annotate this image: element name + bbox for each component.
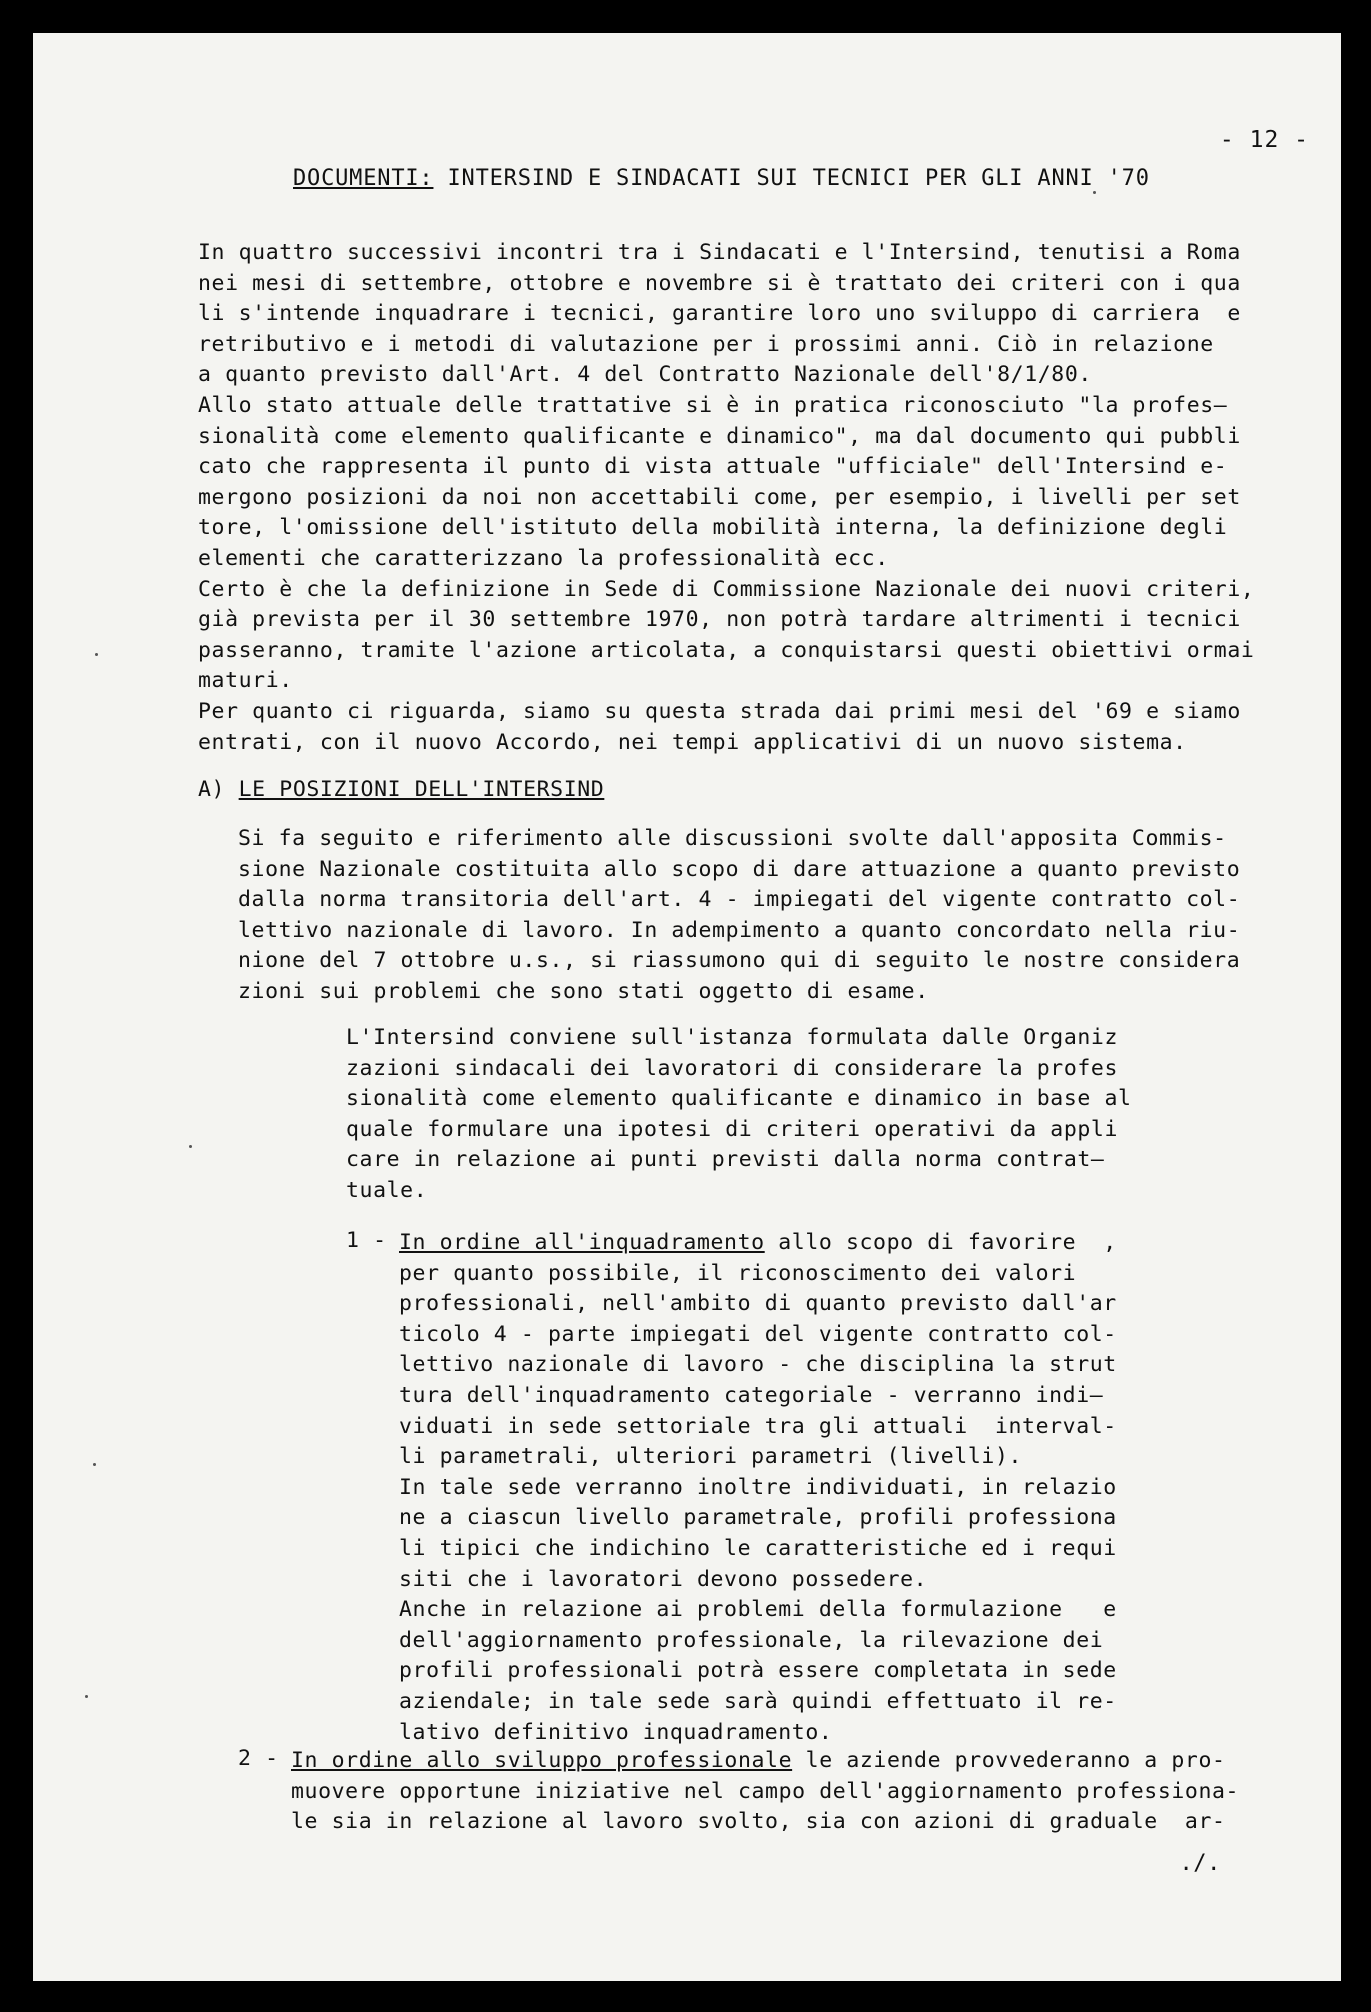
page-content [33, 33, 1341, 1981]
text-line: sionalità come elemento qualificante e dinamico in base al [346, 1086, 1132, 1112]
text-line: zioni sui problemi che sono stati oggetto di esame. [238, 978, 929, 1004]
item-2-number: 2 - [238, 1746, 279, 1771]
text-line: Anche in relazione ai problemi della formulazione e [399, 1597, 1117, 1623]
intro-paragraph [198, 238, 1278, 758]
text-line: li s'intende inquadrare i tecnici, garantire loro uno sviluppo di carriera e [198, 301, 1241, 327]
section-a-paragraph [238, 824, 1278, 1008]
text-line: tura dell'inquadramento categoriale - verranno indi— [399, 1382, 1104, 1408]
text-line: retributivo e i metodi di valutazione per i prossimi anni. Ciò in relazione [198, 331, 1214, 357]
text-line: sionalità come elemento qualificante e dinamico", ma dal documento qui pubbli [198, 423, 1241, 449]
text-line: entrati, con il nuovo Accordo, nei tempi applicativi di un nuovo sistema. [198, 729, 1187, 755]
text-line: siti che i lavoratori devono possedere. [399, 1566, 928, 1592]
continued-mark: ./. [1179, 1851, 1221, 1876]
text-line: elementi che caratterizzano la professionalità ecc. [198, 545, 889, 571]
item-1-number: 1 - [346, 1228, 387, 1253]
text-line: maturi. [198, 668, 293, 694]
text-line: passeranno, tramite l'azione articolata, a conquistarsi questi obiettivi ormai [198, 637, 1255, 663]
item-1-heading: In ordine all'inquadramento [399, 1230, 765, 1255]
text-line: muovere opportune iniziative nel campo dell'aggiornamento professiona- [291, 1778, 1240, 1804]
section-a-title: LE POSIZIONI DELL'INTERSIND [238, 777, 605, 802]
text-line: li tipici che indichino le caratteristiche ed i requi [399, 1535, 1117, 1561]
intersind-paragraph [346, 1023, 1246, 1207]
section-a-heading [198, 777, 604, 802]
paper-speck [95, 653, 98, 656]
text-line: nei mesi di settembre, ottobre e novembre si è trattato dei criteri con i qua [198, 270, 1241, 296]
title-text: INTERSIND E SINDACATI SUI TECNICI PER GLI ANNI '70 [447, 166, 1150, 191]
paper-speck [189, 1145, 192, 1148]
text-line: nione del 7 ottobre u.s., si riassumono qui di seguito le nostre considera [238, 948, 1241, 974]
text-line: dell'aggiornamento professionale, la rilevazione dei [399, 1627, 1104, 1653]
item-1-first-rest: allo scopo di favorire , [764, 1230, 1117, 1255]
text-line: tore, l'omissione dell'istituto della mobilità interna, la definizione degli [198, 515, 1228, 541]
document-title [293, 166, 1150, 191]
text-line: lettivo nazionale di lavoro. In adempimento a quanto concordato nella riu- [238, 917, 1241, 943]
item-1-paragraph [399, 1228, 1299, 1748]
text-line: per quanto possibile, il riconoscimento dei valori [399, 1260, 1077, 1286]
text-line: tuale. [346, 1177, 428, 1203]
section-a-prefix: A) [198, 777, 226, 802]
paper-speck [1093, 191, 1096, 194]
text-line: profili professionali potrà essere completata in sede [399, 1658, 1117, 1684]
paper-speck [93, 1463, 96, 1466]
item-2-heading: In ordine allo sviluppo professionale [291, 1748, 793, 1773]
text-line: sione Nazionale costituita allo scopo di dare attuazione a quanto previsto [238, 856, 1241, 882]
text-line: In tale sede verranno inoltre individuati, in relazio [399, 1474, 1117, 1500]
text-line: Allo stato attuale delle trattative si è in pratica riconosciuto "la profes— [198, 392, 1228, 418]
text-line: aziendale; in tale sede sarà quindi effettuato il re- [399, 1688, 1117, 1714]
text-line: ticolo 4 - parte impiegati del vigente contratto col- [399, 1321, 1117, 1347]
title-label: DOCUMENTI: [293, 166, 434, 191]
page-number: - 12 - [1219, 127, 1309, 153]
paper-speck [85, 1695, 88, 1698]
text-line: care in relazione ai punti previsti dalla norma contrat— [346, 1147, 1105, 1173]
item-2-first-rest: le aziende provvederanno a pro- [792, 1748, 1226, 1773]
text-line: Certo è che la definizione in Sede di Commissione Nazionale dei nuovi criteri, [198, 576, 1255, 602]
item-1-first-line [399, 1228, 1299, 1259]
item-2-first-line [291, 1746, 1291, 1777]
text-line: cato che rappresenta il punto di vista attuale "ufficiale" dell'Intersind e- [198, 454, 1228, 480]
text-line: Per quanto ci riguarda, siamo su questa strada dai primi mesi del '69 e siamo [198, 698, 1241, 724]
text-line: ne a ciascun livello parametrale, profili professiona [399, 1505, 1117, 1531]
text-line: L'Intersind conviene sull'istanza formulata dalle Organiz [346, 1025, 1119, 1050]
text-line: lettivo nazionale di lavoro - che disciplina la strut [399, 1352, 1117, 1378]
text-line: quale formulare una ipotesi di criteri operativi da appli [346, 1116, 1119, 1142]
item-2-paragraph [291, 1746, 1291, 1838]
text-line: lativo definitivo inquadramento. [399, 1719, 833, 1745]
text-line: viduati in sede settoriale tra gli attuali interval- [399, 1413, 1117, 1439]
text-line: In quattro successivi incontri tra i Sindacati e l'Intersind, tenutisi a Roma [198, 240, 1241, 265]
text-line: a quanto previsto dall'Art. 4 del Contratto Nazionale dell'8/1/80. [198, 362, 1092, 388]
text-line: Si fa seguito e riferimento alle discussioni svolte dall'apposita Commis- [238, 826, 1227, 851]
document-page [33, 33, 1341, 1981]
text-line: già prevista per il 30 settembre 1970, non potrà tardare altrimenti i tecnici [198, 607, 1241, 633]
text-line: dalla norma transitoria dell'art. 4 - impiegati del vigente contratto col- [238, 887, 1241, 913]
text-line: li parametrali, ulteriori parametri (livelli). [399, 1444, 1023, 1470]
text-line: le sia in relazione al lavoro svolto, sia con azioni di graduale ar- [291, 1809, 1226, 1835]
text-line: mergono posizioni da noi non accettabili come, per esempio, i livelli per set [198, 484, 1241, 510]
text-line: zazioni sindacali dei lavoratori di considerare la profes [346, 1055, 1119, 1081]
text-line: professionali, nell'ambito di quanto previsto dall'ar [399, 1291, 1117, 1317]
